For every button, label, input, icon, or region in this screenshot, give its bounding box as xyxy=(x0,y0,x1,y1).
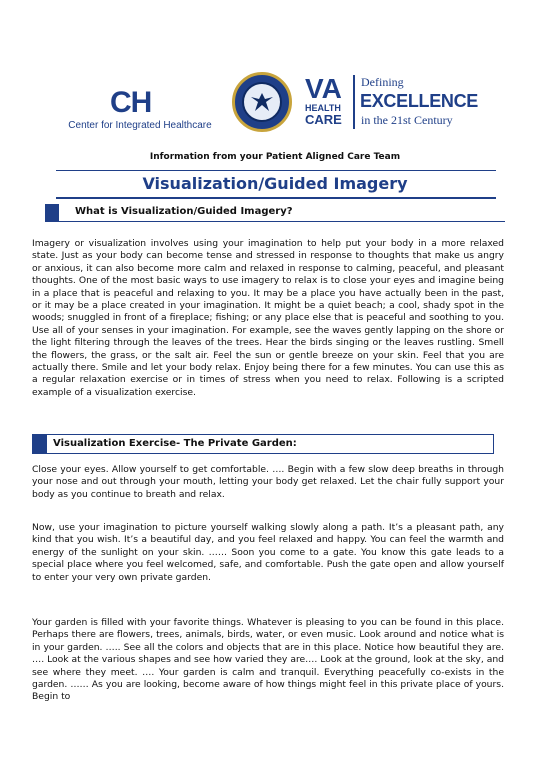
ch-logo-text: Center for Integrated Healthcare xyxy=(68,120,212,131)
va-logo-divider xyxy=(353,75,355,129)
page-header xyxy=(60,58,500,132)
va-logo xyxy=(305,73,500,133)
va-logo-health: HEALTH xyxy=(305,103,341,113)
va-logo-century: in the 21st Century xyxy=(361,113,453,127)
heading-underline xyxy=(59,221,505,222)
info-line: Information from your Patient Aligned Care Team xyxy=(149,152,401,162)
exercise-paragraph: Close your eyes. Allow yourself to get comfortable. …. Begin with a few slow deep breaths in through your nose and out through your mouth, letting your body get relaxed. Let the chair fully support your body as you continue to breath and relax. xyxy=(32,464,504,500)
intro-paragraph: Imagery or visualization involves using your imagination to help put your body in a more relaxed state. Just as your body can become tense and stressed in response to thoughts that make us angry or anxious, it can also become more calm and relaxed in response to calming, peaceful, and pleasant thoughts. One of the most basic ways to use imagery to relax is to close your eyes and imagine being in a place that is peaceful and relaxing to you. It may be a place you have actually been in the past, or it may be a place created in your imagination. It might be a quiet beach; a cool, shady spot in the woods; snuggled in front of a fireplace; fishing; or any place else that is peaceful and soothing to you. Use all of your senses in your imagination. For example, see the waves gently lapping on the shore or the light filtering through the leaves of the trees. Hear the birds singing or the leaves rustling. Smell the flowers, the grass, or the salt air. Feel the sun or gentle breeze on your skin. Feel that you are actually there. Smile and let your body relax. Enjoy being there for a few minutes. You can use this as a regular relaxation exercise or in times of stress when you need to relax. Following is a scripted example of a visualization exercise. xyxy=(32,238,504,398)
section-heading-what-is xyxy=(45,204,505,222)
va-logo-care: CARE xyxy=(305,112,342,127)
section-title: What is Visualization/Guided Imagery? xyxy=(75,206,293,217)
va-logo-defining: Defining xyxy=(361,75,404,89)
heading-block-icon xyxy=(45,204,59,222)
section-title: Visualization Exercise- The Private Garden: xyxy=(53,438,297,449)
va-logo-excellence: EXCELLENCE xyxy=(360,91,479,111)
title-divider xyxy=(56,197,496,199)
page-title: Visualization/Guided Imagery xyxy=(142,174,408,193)
heading-block-icon xyxy=(33,435,47,453)
ch-logo xyxy=(60,78,220,134)
divider xyxy=(56,170,496,171)
va-logo-va: VA xyxy=(305,73,342,104)
ch-logo-mark: CH xyxy=(110,86,152,119)
exercise-paragraph: Your garden is filled with your favorite things. Whatever is pleasing to you can be found in this place. Perhaps there are flowers, trees, animals, birds, water, or even music. Look around and notice what is in your garden. ….. See all the colors and objects that are in this place. Notice how beautiful they are. …. Look at the various shapes and see how varied they are…. Look at the ground, look at the sky, and see where they meet. …. Your garden is calm and tranquil. Everything peacefully co-exists in the garden. …… As you are looking, become aware of how things might feel in this private place of yours. Begin to xyxy=(32,617,504,703)
exercise-paragraph: Now, use your imagination to picture yourself walking slowly along a path. It’s a pleasant path, any kind that you wish. It’s a beautiful day, and you feel relaxed and happy. You can feel the warmth and energy of the sunlight on your skin. …… Soon you come to a gate. You know this gate leads to a special place where you feel welcomed, safe, and comfortable. Push the gate open and allow yourself to enter your very own private garden. xyxy=(32,522,504,583)
section-heading-exercise xyxy=(32,434,494,454)
va-seal-icon xyxy=(232,72,292,132)
eagle-icon xyxy=(247,87,277,117)
